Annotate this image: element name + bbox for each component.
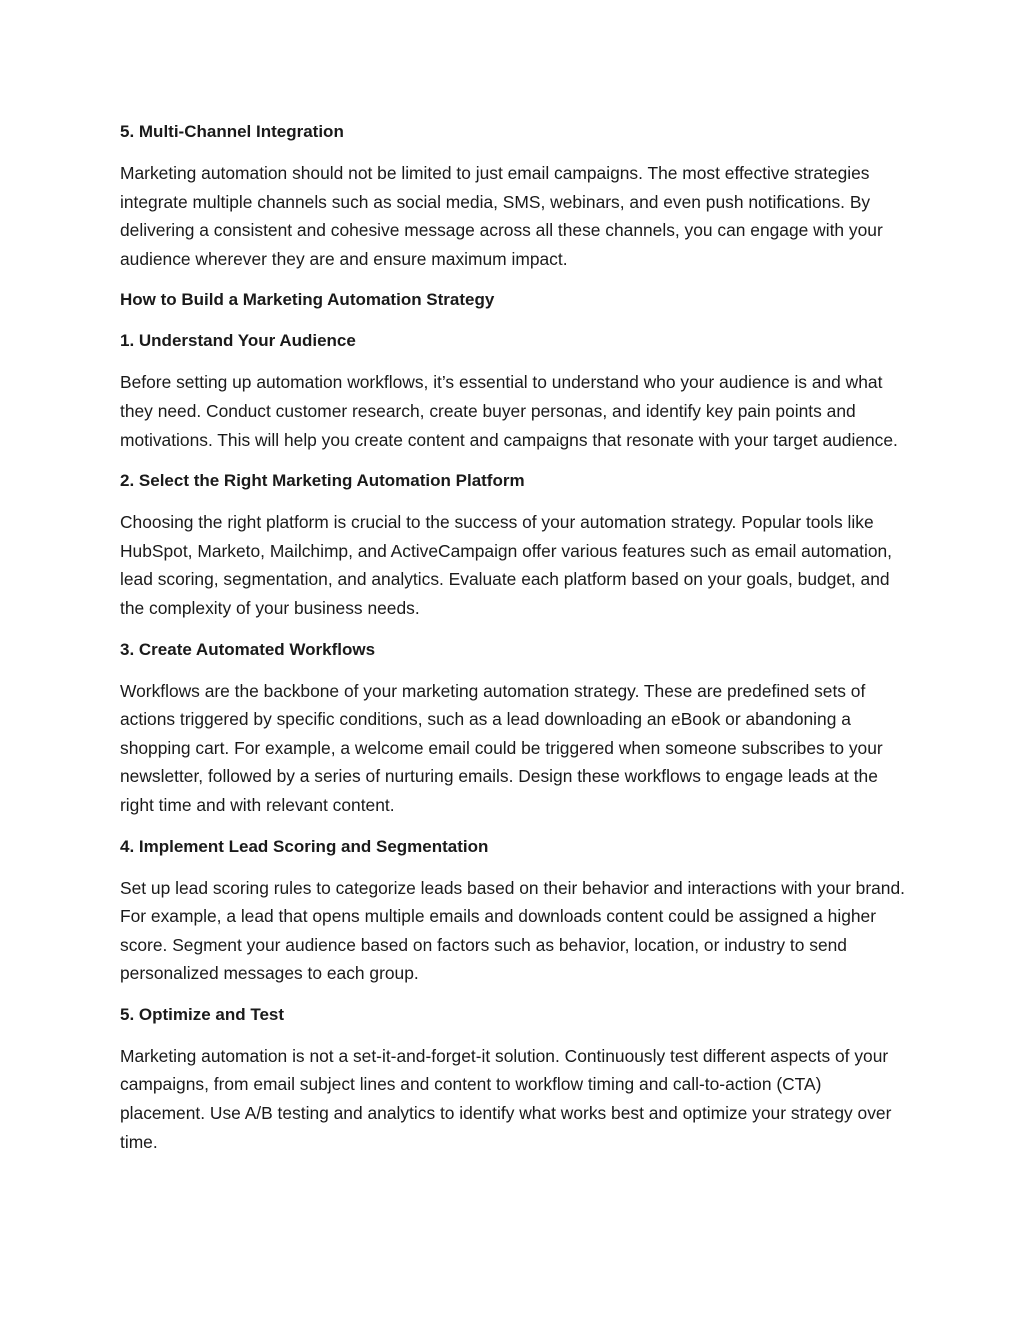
heading-how-to-build: How to Build a Marketing Automation Strategy <box>120 290 495 310</box>
heading-select-platform: 2. Select the Right Marketing Automation Platform <box>120 471 525 491</box>
para-lead-scoring: Set up lead scoring rules to categorize leads based on their behavior and interactions with your brand. For example, a lead that opens multiple emails and downloads content could be assigned a higher score. Segment your audience based on factors such as behavior, location, or industry to send personalized messages to each group. <box>120 877 905 984</box>
heading-optimize-test: 5. Optimize and Test <box>120 1004 285 1024</box>
heading-multi-channel-integration: 5. Multi-Channel Integration <box>120 122 344 141</box>
para-multi-channel-integration: Marketing automation should not be limited to just email campaigns. The most effective strategies integrate multiple channels such as social media, SMS, webinars, and even push notifications. By delivering a consistent and cohesive message across all these channels, you can engage with your audience wherever they are and ensure maximum impact. <box>120 163 883 269</box>
para-understand-audience: Before setting up automation workflows, it’s essential to understand who your audience is and what they need. Conduct customer research, create buyer personas, and identify key pain points and motivations. This will help you create content and campaigns that resonate with your target audience. <box>120 372 898 450</box>
document-page <box>120 118 910 1169</box>
para-automated-workflows: Workflows are the backbone of your marketing automation strategy. These are predefined sets of actions triggered by specific conditions, such as a lead downloading an eBook or abandoning a shopping cart. For example, a welcome email could be triggered when someone subscribes to your newsletter, followed by a series of nurturing emails. Design these workflows to engage leads at the right time and with relevant content. <box>120 680 883 815</box>
para-select-platform: Choosing the right platform is crucial to the success of your automation strategy. Popular tools like HubSpot, Marketo, Mailchimp, and ActiveCampaign offer various features such as email automation, lead scoring, segmentation, and analytics. Evaluate each platform based on your goals, budget, and the complexity of your business needs. <box>120 512 893 618</box>
heading-automated-workflows: 3. Create Automated Workflows <box>120 639 376 659</box>
heading-understand-audience: 1. Understand Your Audience <box>120 331 356 351</box>
para-optimize-test: Marketing automation is not a set-it-and-forget-it solution. Continuously test different aspects of your campaigns, from email subject lines and content to workflow timing and call-to-action (CTA) placement. Use A/B testing and analytics to identify what works best and optimize your strategy over time. <box>120 1045 892 1152</box>
heading-lead-scoring: 4. Implement Lead Scoring and Segmentation <box>120 836 489 856</box>
